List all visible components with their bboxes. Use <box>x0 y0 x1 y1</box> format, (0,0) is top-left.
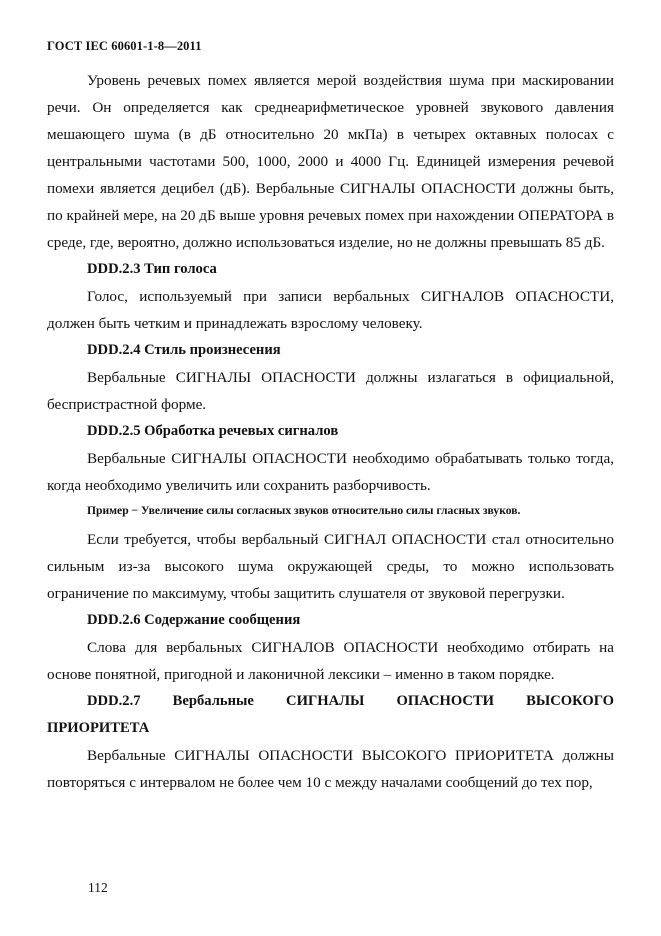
paragraph-peak-limiting: Если требуется, чтобы вербальный СИГНАЛ ОПАСНОСТИ стал относительно сильным из-за высокого шума окружающей среды, то можно использовать ограничение по максимуму, чтобы защитить слушателя от звуковой перегрузки. <box>47 531 614 602</box>
heading-number: DDD.2.7 <box>87 693 141 709</box>
paragraph-speech-interference: Уровень речевых помех является мерой воздействия шума при маскировании речи. Он определяется как среднеарифметическое уровней звукового давления мешающего шума (в дБ относительно 20 мкПа) в четырех октавных полосах с центральными частотами 500, 1000, 2000 и 4000 Гц. Единицей измерения речевой помехи является децибел (дБ). Вербальные СИГНАЛЫ ОПАСНОСТИ должны быть, по крайней мере, на 20 дБ выше уровня речевых помех при нахождении ОПЕРАТОРА в среде, где, вероятно, должно использоваться изделие, но не должны превышать 85 дБ. <box>47 72 614 251</box>
paragraph-high-priority-repeat: Вербальные СИГНАЛЫ ОПАСНОСТИ ВЫСОКОГО ПРИОРИТЕТА должны повторяться с интервалом не более чем 10 с между началами сообщений до тех пор, <box>47 747 614 791</box>
heading-message-content: DDD.2.6 Содержание сообщения <box>87 612 301 628</box>
paragraph-message-content: Слова для вербальных СИГНАЛОВ ОПАСНОСТИ необходимо отбирать на основе понятной, пригодной и лаконичной лексики – именно в таком порядке. <box>47 639 614 683</box>
document-body <box>47 67 614 796</box>
heading-word: ВЫСОКОГО <box>526 693 614 709</box>
heading-high-priority-verbal-signals <box>47 688 614 742</box>
page-number: 112 <box>88 880 108 895</box>
heading-speech-processing: DDD.2.5 Обработка речевых сигналов <box>87 423 339 439</box>
heading-word: Вербальные <box>172 693 254 709</box>
paragraph-voice-type: Голос, используемый при записи вербальных СИГНАЛОВ ОПАСНОСТИ, должен быть четким и принадлежать взрослому человеку. <box>47 288 614 332</box>
heading-word: ПРИОРИТЕТА <box>47 720 150 736</box>
heading-word: СИГНАЛЫ <box>286 693 365 709</box>
heading-word: ОПАСНОСТИ <box>396 693 495 709</box>
heading-voice-type: DDD.2.3 Тип голоса <box>87 261 217 277</box>
document-header: ГОСТ IEC 60601-1-8—2011 <box>47 39 202 53</box>
paragraph-speaking-style: Вербальные СИГНАЛЫ ОПАСНОСТИ должны излагаться в официальной, беспристрастной форме. <box>47 369 614 413</box>
heading-speaking-style: DDD.2.4 Стиль произнесения <box>87 342 281 358</box>
example-note: Пример − Увеличение силы согласных звуков относительно силы гласных звуков. <box>87 504 521 517</box>
paragraph-speech-processing: Вербальные СИГНАЛЫ ОПАСНОСТИ необходимо обрабатывать только тогда, когда необходимо увеличить или сохранить разборчивость. <box>47 450 614 494</box>
